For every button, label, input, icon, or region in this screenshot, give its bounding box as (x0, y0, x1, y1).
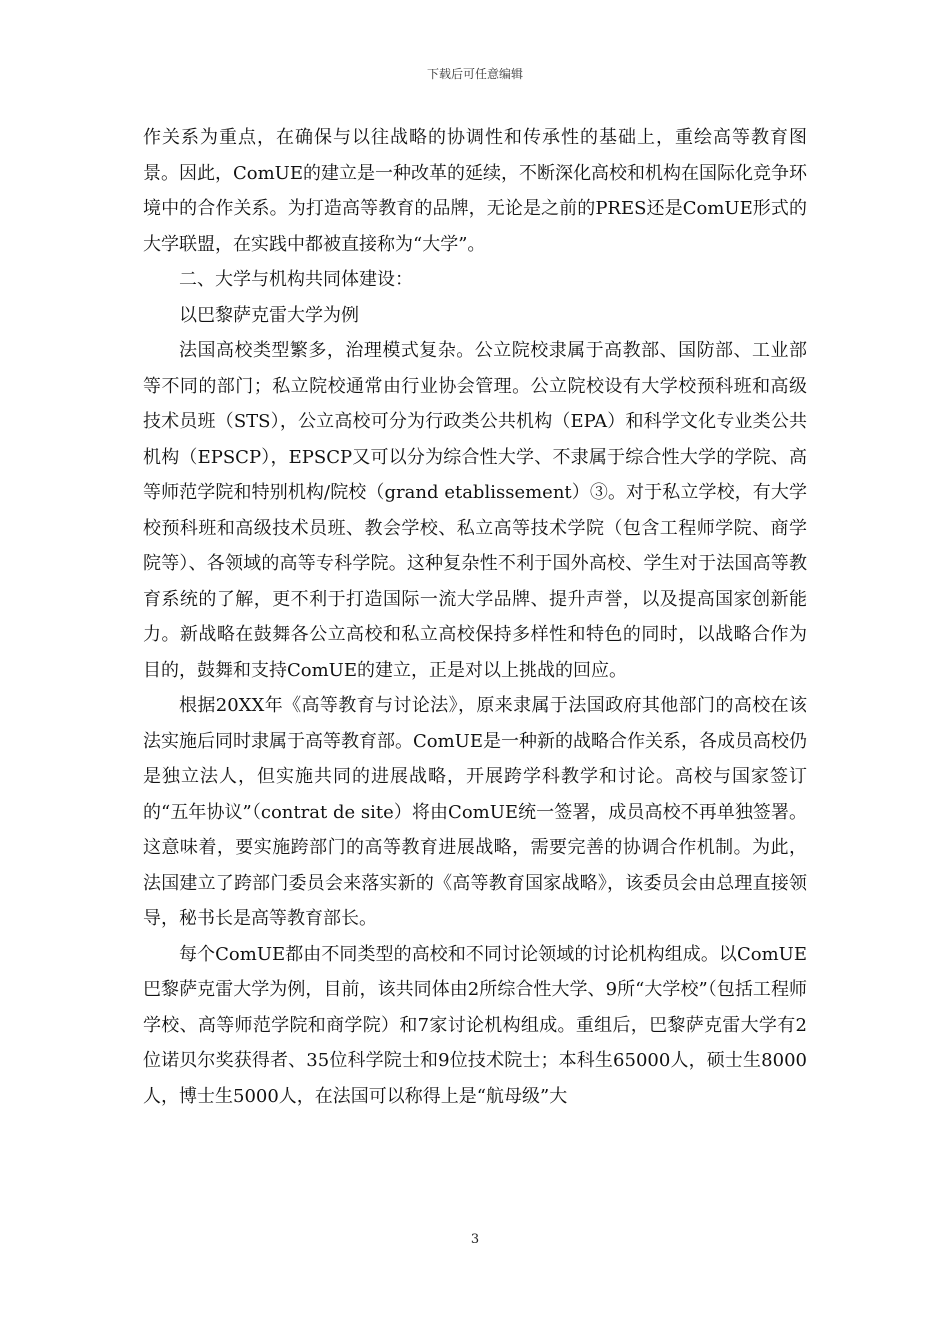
paragraph-paris-saclay: 每个ComUE都由不同类型的高校和不同讨论领域的讨论机构组成。以ComUE巴黎萨克雷大学为例，目前，该共同体由2所综合性大学、9所“大学校”（包括工程师学校、高等师范学院和商学院）和7家讨论机构组成。重组后，巴黎萨克雷大学有2位诺贝尔奖获得者、35位科学院士和9位技术院士；本科生65000人，硕士生8000人，博士生5000人，在法国可以称得上是“航母级”大 (143, 943, 807, 1107)
page-header: 下载后可任意编辑 (426, 67, 523, 81)
paragraph-institution-types: 法国高校类型繁多，治理模式复杂。公立院校隶属于高教部、国防部、工业部等不同的部门；私立院校通常由行业协会管理。公立院校设有大学校预科班和高级技术员班（STS），公立高校可分为行政类公共机构（EPA）和科学文化专业类公共机构（EPSCP），EPSCP又可以分为综合性大学、不隶属于综合性大学的学院、高等师范学院和特别机构/院校（grand etablissement）③。对于私立学校，有大学校预科班和高级技术员班、教会学校、私立高等技术学院（包含工程师学院、商学院等）、各领域的高等专科学院。这种复杂性不利于国外高校、学生对于法国高等教育系统的了解，更不利于打造国际一流大学品牌、提升声誉，以及提高国家创新能力。新战略在鼓舞各公立高校和私立高校保持多样性和特色的同时，以战略合作为目的，鼓舞和支持ComUE的建立，正是对以上挑战的回应。 (143, 340, 807, 681)
page-number: 3 (470, 1232, 480, 1247)
section-subheading: 以巴黎萨克雷大学为例 (179, 304, 359, 326)
section-heading: 二、大学与机构共同体建设： (179, 269, 413, 290)
paragraph-continuation: 作关系为重点，在确保与以往战略的协调性和传承性的基础上，重绘高等教育图景。因此，ComUE的建立是一种改革的延续，不断深化高校和机构在国际化竞争环境中的合作关系。为打造高等教育的品牌，无论是之前的PRES还是ComUE形式的大学联盟，在实践中都被直接称为“大学”。 (143, 127, 807, 255)
document-body (143, 120, 807, 1114)
paragraph-higher-education-law: 根据20XX年《高等教育与讨论法》，原来隶属于法国政府其他部门的高校在该法实施后同时隶属于高等教育部。ComUE是一种新的战略合作关系，各成员高校仍是独立法人，但实施共同的进展战略，开展跨学科教学和讨论。高校与国家签订的“五年协议”（contrat de site）将由ComUE统一签署，成员高校不再单独签署。这意味着，要实施跨部门的高等教育进展战略，需要完善的协调合作机制。为此，法国建立了跨部门委员会来落实新的《高等教育国家战略》，该委员会由总理直接领导，秘书长是高等教育部长。 (143, 695, 807, 929)
